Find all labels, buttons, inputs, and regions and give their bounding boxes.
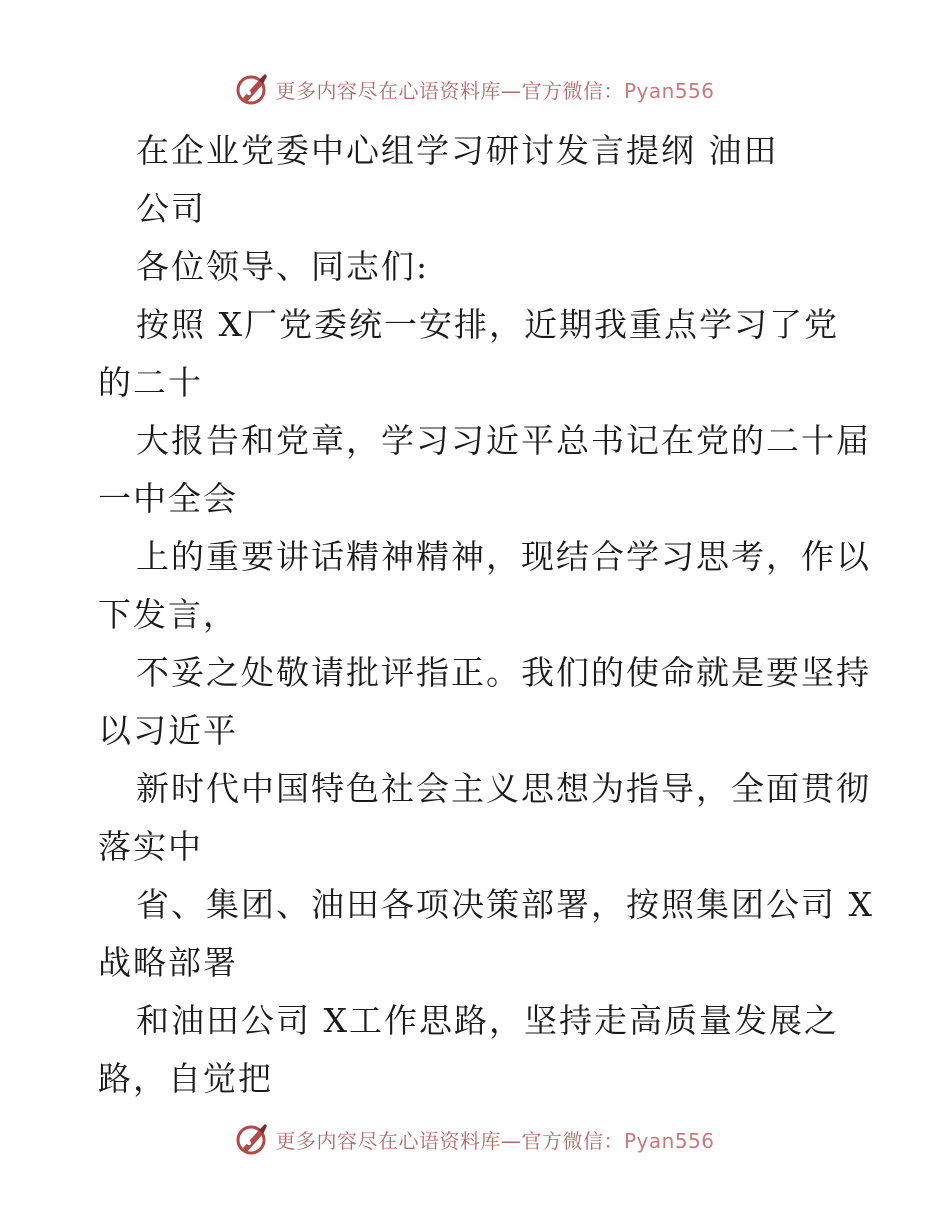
text-line: 在企业党委中心组学习研讨发言提纲 油田	[136, 131, 779, 170]
text-line: 的二十	[98, 363, 203, 402]
pen-logo-icon	[235, 1122, 269, 1156]
text-line: 和油田公司 X工作思路，坚持走高质量发展之	[136, 1001, 839, 1040]
text-line: 下发言，	[98, 595, 238, 634]
watermark-site: 更多内容尽在心语资料库	[275, 1128, 501, 1153]
text-line: 各位领导、同志们:	[136, 247, 430, 286]
text-line: 大报告和党章，学习习近平总书记在党的二十届	[136, 421, 871, 460]
watermark-separator: —	[500, 1128, 522, 1153]
watermark-text	[275, 1125, 714, 1154]
text-line: 公司	[136, 189, 206, 228]
watermark-separator: —	[500, 78, 522, 103]
header-watermark	[0, 72, 950, 106]
text-line: 落实中	[98, 827, 203, 866]
watermark-wechat-label: 官方微信：	[521, 1128, 624, 1153]
watermark-wechat-id: Pyan556	[623, 78, 715, 103]
text-line: 新时代中国特色社会主义思想为指导，全面贯彻	[136, 769, 871, 808]
text-line: 一中全会	[98, 479, 238, 518]
watermark-site: 更多内容尽在心语资料库	[275, 78, 501, 103]
pen-logo-icon	[235, 72, 269, 106]
text-line: 路，自觉把	[98, 1059, 273, 1098]
text-line: 按照 X厂党委统一安排，近期我重点学习了党	[136, 305, 839, 344]
text-line: 上的重要讲话精神精神，现结合学习思考，作以	[136, 537, 871, 576]
text-line: 战略部署	[98, 943, 238, 982]
document-body	[98, 122, 874, 1108]
footer-watermark	[0, 1122, 950, 1156]
watermark-text	[275, 75, 714, 104]
text-line: 省、集团、油田各项决策部署，按照集团公司 X	[136, 885, 874, 924]
watermark-wechat-label: 官方微信：	[521, 78, 624, 103]
watermark-wechat-id: Pyan556	[623, 1128, 715, 1153]
text-line: 不妥之处敬请批评指正。我们的使命就是要坚持	[136, 653, 871, 692]
text-line: 以习近平	[98, 711, 238, 750]
